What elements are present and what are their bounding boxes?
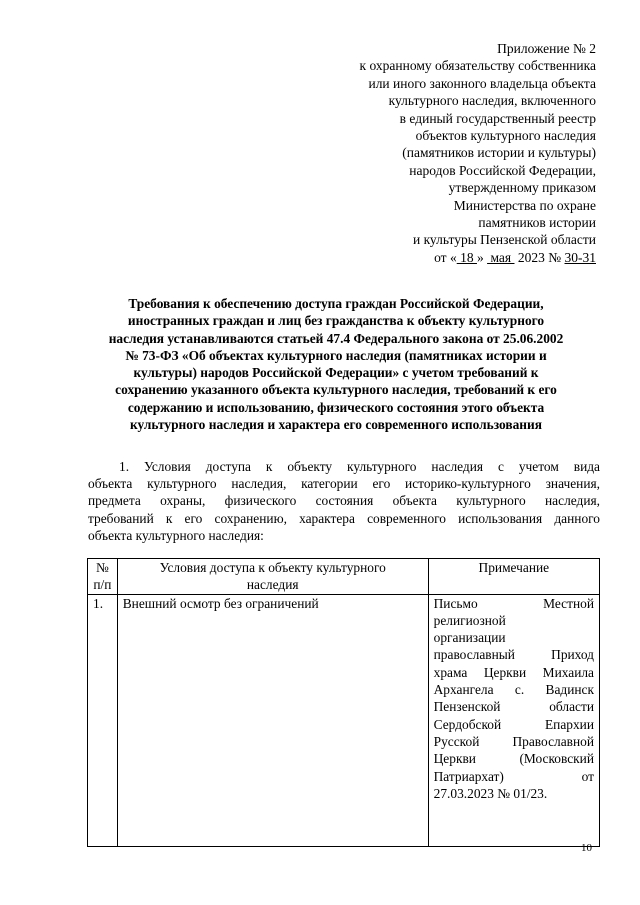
appendix-line: (памятников истории и культуры) xyxy=(402,145,596,161)
appendix-line: культурного наследия, включенного xyxy=(388,93,596,109)
note-line: Русской Православной xyxy=(433,733,594,749)
access-conditions-table xyxy=(87,558,600,847)
note-line: 27.03.2023 № 01/23. xyxy=(433,785,548,801)
paragraph-line: требований к его сохранению, характера современного использования данного xyxy=(88,510,600,526)
row-conditions: Внешний осмотр без ограничений xyxy=(117,594,428,846)
table-row xyxy=(88,594,600,846)
document-title xyxy=(90,295,582,433)
appendix-line: объектов культурного наследия xyxy=(415,128,596,144)
page-number: 10 xyxy=(581,842,592,854)
appendix-line: народов Российской Федерации, xyxy=(409,162,596,178)
paragraph-line: 1. Условия доступа к объекту культурного наследия с учетом вида xyxy=(119,459,600,474)
note-line: религиозной xyxy=(433,612,506,628)
appendix-line: утвержденному приказом xyxy=(448,180,596,196)
note-line: организации xyxy=(433,630,506,646)
appendix-line: Министерства по охране xyxy=(453,197,596,213)
date-mid: » xyxy=(476,249,484,265)
appendix-line: к охранному обязательству собственника xyxy=(359,58,596,74)
note-line: Патриархат) от xyxy=(433,768,594,784)
access-conditions-paragraph xyxy=(88,458,600,544)
date-prefix: от « xyxy=(434,249,457,265)
title-line: Требования к обеспечению доступа граждан Российской Федерации, xyxy=(128,296,544,311)
note-line: Пензенской области xyxy=(433,699,594,715)
title-line: культуры) народов Российской Федерации» с учетом требований к xyxy=(133,365,539,381)
appendix-header xyxy=(360,40,596,266)
order-number: 30-31 xyxy=(564,249,596,265)
title-line: наследия устанавливаются статьей 47.4 Федерального закона от 25.06.2002 xyxy=(108,330,564,346)
note-line: Церкви (Московский xyxy=(433,751,594,767)
header-conditions-line: Условия доступа к объекту культурного xyxy=(159,560,386,575)
date-year: 2023 № xyxy=(514,249,565,265)
table-header-row xyxy=(88,559,600,595)
date-month: мая xyxy=(487,249,515,265)
note-line: православный Приход xyxy=(433,647,594,663)
title-line: иностранных граждан и лиц без гражданства к объекту культурного xyxy=(127,313,545,329)
title-line: сохранению указанного объекта культурного наследия, требований к его xyxy=(115,382,557,398)
paragraph-line: объекта культурного наследия, категории его историко-культурного значения, xyxy=(88,476,600,492)
row-num: 1. xyxy=(88,594,118,846)
paragraph-line: предмета охраны, физического состояния объекта культурного наследия, xyxy=(88,493,600,509)
header-num-line: № xyxy=(95,560,109,575)
note-line: Архангела с. Вадинск xyxy=(433,682,594,698)
note-line: Сердобской Епархии xyxy=(433,716,594,732)
note-line: Письмо Местной xyxy=(433,595,594,611)
appendix-line: памятников истории xyxy=(478,215,596,231)
header-note: Примечание xyxy=(428,559,599,595)
header-num xyxy=(88,559,118,595)
appendix-line: Приложение № 2 xyxy=(497,41,596,56)
header-num-line: п/п xyxy=(93,577,112,593)
title-line: № 73-ФЗ «Об объектах культурного наследия (памятниках истории и xyxy=(125,347,547,363)
title-line: содержанию и использованию, физического состояния этого объекта xyxy=(127,399,545,415)
row-note xyxy=(428,594,599,846)
paragraph-line: объекта культурного наследия: xyxy=(88,527,264,543)
date-day: 18 xyxy=(456,249,477,265)
title-line: культурного наследия и характера его современного использования xyxy=(130,417,542,433)
appendix-line: и культуры Пензенской области xyxy=(412,232,596,248)
header-conditions-line: наследия xyxy=(246,577,299,593)
appendix-date-line xyxy=(360,249,596,266)
appendix-line: в единый государственный реестр xyxy=(399,110,596,126)
note-line: храма Церкви Михаила xyxy=(433,664,594,680)
appendix-line: или иного законного владельца объекта xyxy=(368,75,596,91)
header-conditions xyxy=(117,559,428,595)
